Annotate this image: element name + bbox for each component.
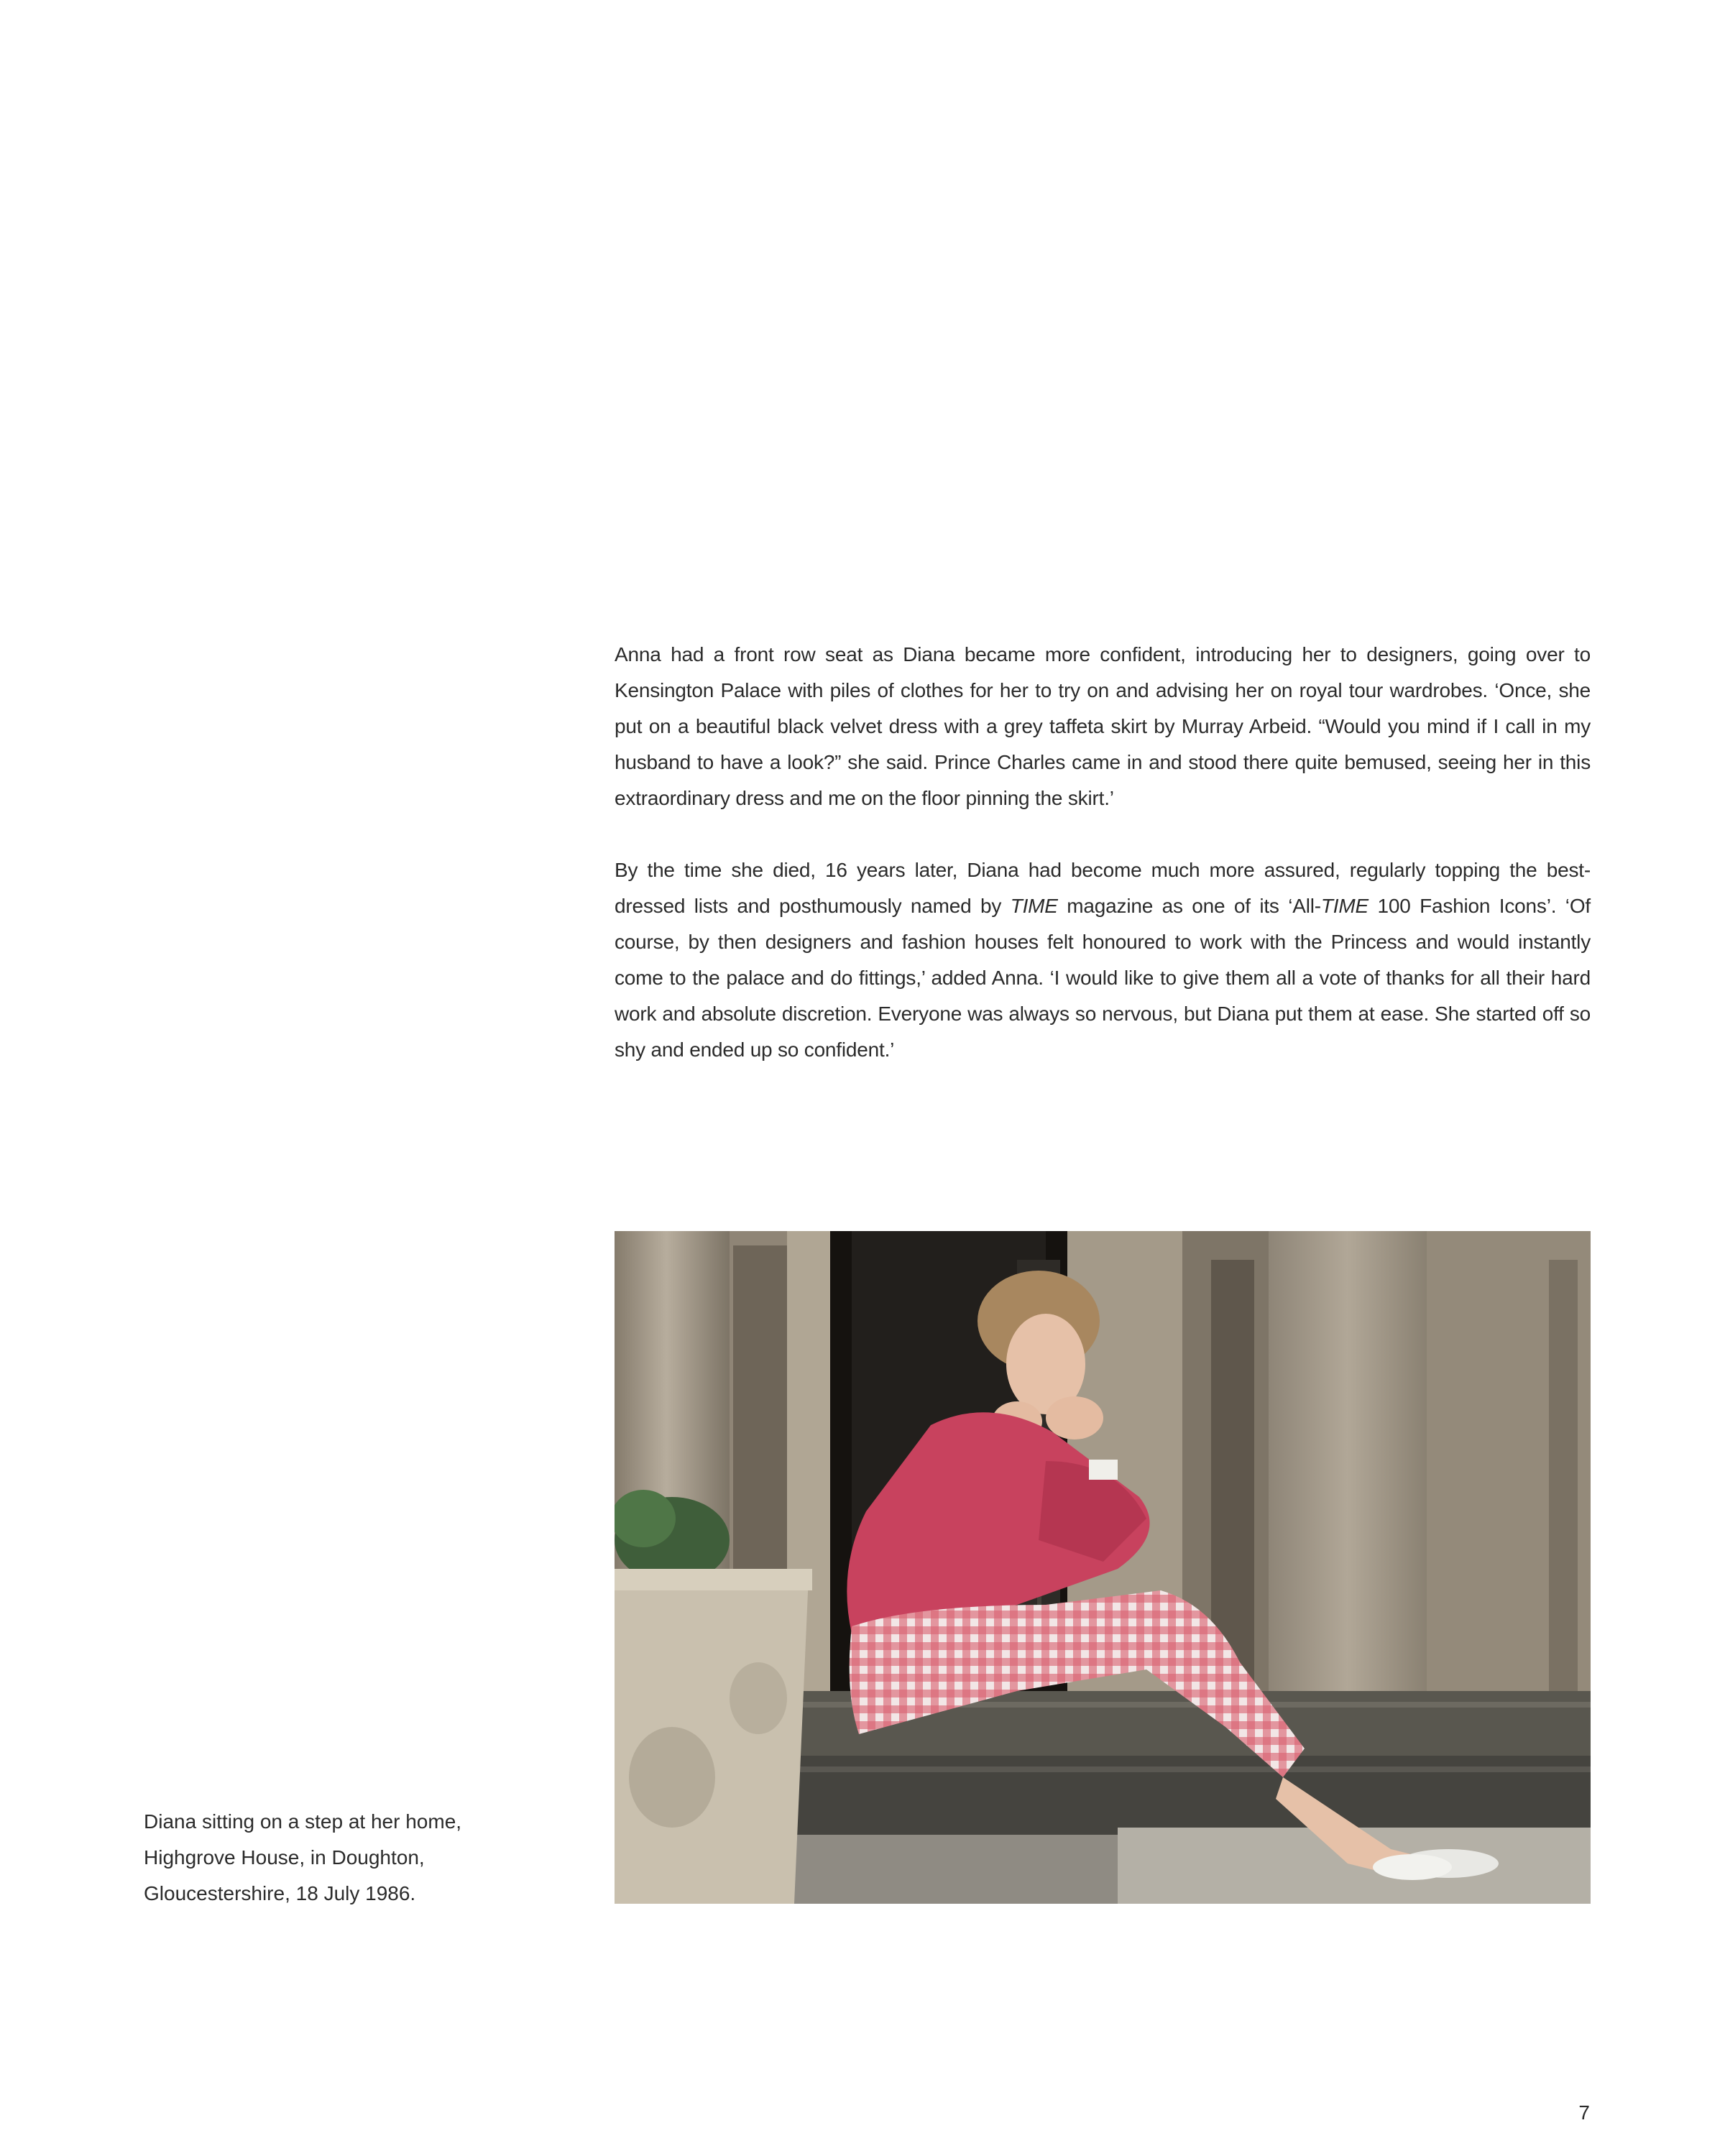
paragraph-2-part-1: By the time she died, 16 years later, Diana had become much more assured, regularly topping the best-dressed lists and posthumously named by — [615, 859, 1591, 917]
article-paragraph-2 — [615, 852, 1591, 1068]
paragraph-2-part-3: 100 Fashion Icons’. ‘Of course, by then designers and fashion houses felt honoured to work with the Princess and would instantly come to the palace and do fittings,’ added Anna. ‘I would like to give them all a vote of thanks for all their hard work and absolute discretion. Everyone was always so nervous, but Diana put them at ease. She started off so shy and ended up so confident.’ — [615, 895, 1591, 1061]
time-magazine-italic-2: TIME — [1320, 895, 1368, 917]
photo-caption — [144, 1804, 518, 1912]
paragraph-2-part-2: magazine as one of its ‘All- — [1057, 895, 1321, 917]
time-magazine-italic-1: TIME — [1010, 895, 1058, 917]
caption-line-1: Diana sitting on a step at her home, — [144, 1810, 462, 1833]
article-paragraph-1: Anna had a front row seat as Diana became more confident, introducing her to designers, going over to Kensington Palace with piles of clothes for her to try on and advising her on royal tour wardrobes. ‘Once, she put on a beautiful black velvet dress with a grey taffeta skirt by Murray Arbeid. “Would you mind if I call in my husband to have a look?” she said. Prince Charles came in and stood there quite bemused, seeing her in this extraordinary dress and me on the floor pinning the skirt.’ — [615, 643, 1591, 809]
caption-line-3: Gloucestershire, 18 July 1986. — [144, 1882, 416, 1904]
caption-line-2: Highgrove House, in Doughton, — [144, 1846, 425, 1869]
article-body — [615, 637, 1591, 1104]
diana-photo — [615, 1231, 1591, 1904]
page-number: 7 — [1578, 2101, 1590, 2124]
